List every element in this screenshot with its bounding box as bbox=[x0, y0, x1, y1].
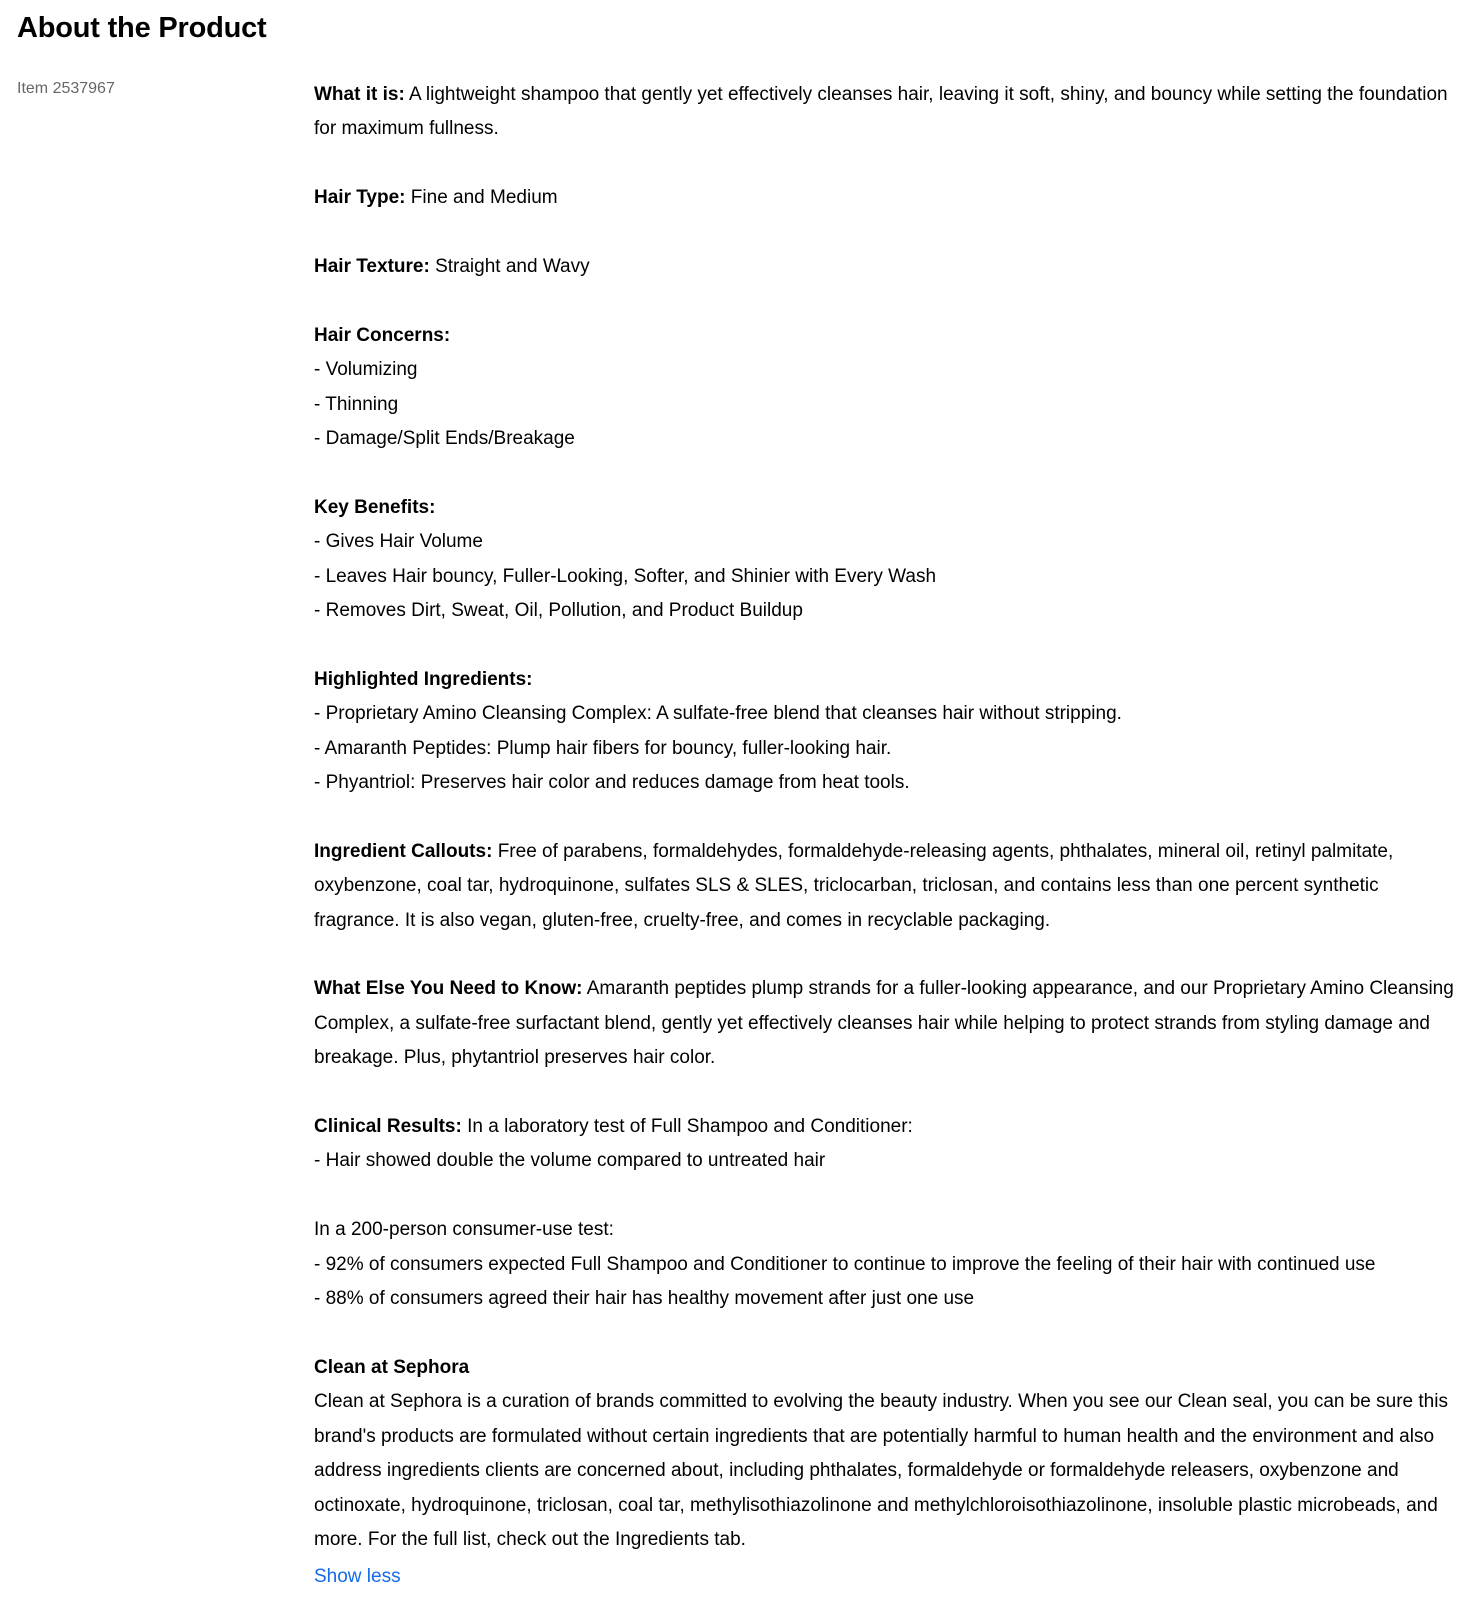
key-benefits-section bbox=[314, 491, 1459, 629]
what-else-label: What Else You Need to Know: bbox=[314, 978, 583, 1000]
list-item: - 88% of consumers agreed their hair has healthy movement after just one use bbox=[314, 1288, 975, 1310]
list-item: - Thinning bbox=[314, 393, 399, 415]
list-item: - Volumizing bbox=[314, 359, 418, 381]
what-else-text: Amaranth peptides plump strands for a fuller-looking appearance, and our Proprietary Amino Cleansing Complex, a sulfate-free surfactant blend, gently yet effectively cleanses hair while helping to protect strands from styling damage and breakage. Plus, phytantriol preserves hair color. bbox=[314, 978, 1454, 1069]
hair-type-label: Hair Type: bbox=[314, 187, 406, 209]
show-less-link[interactable]: Show less bbox=[314, 1566, 401, 1588]
clean-at-sephora-text: Clean at Sephora is a curation of brands committed to evolving the beauty industry. When you see our Clean seal, you can be sure this brand's products are formulated without certain ingredients that are potentially harmful to human health and the environment and also address ingredients clients are concerned about, including phthalates, formaldehyde or formaldehyde releasers, oxybenzone and octinoxate, hydroquinone, triclosan, coal tar, methylisothiazolinone and methylchloroisothiazolinone, insoluble plastic microbeads, and more. For the full list, check out the Ingredients tab. bbox=[314, 1391, 1448, 1550]
hair-texture-section bbox=[314, 250, 1459, 284]
ingredient-callouts-text: Free of parabens, formaldehydes, formaldehyde-releasing agents, phthalates, mineral oil, retinyl palmitate, oxybenzone, coal tar, hydroquinone, sulfates SLS & SLES, triclocarban, triclosan, and contains less than one percent synthetic fragrance. It is also vegan, gluten-free, cruelty-free, and comes in recyclable packaging. bbox=[314, 840, 1394, 931]
clinical-results-label: Clinical Results: bbox=[314, 1116, 462, 1138]
list-item: - Amaranth Peptides: Plump hair fibers for bouncy, fuller-looking hair. bbox=[314, 737, 892, 759]
item-number: Item 2537967 bbox=[17, 80, 115, 97]
clinical-results-text: In a laboratory test of Full Shampoo and Conditioner: bbox=[467, 1116, 913, 1138]
list-item: - Damage/Split Ends/Breakage bbox=[314, 428, 575, 450]
list-item: - Gives Hair Volume bbox=[314, 531, 483, 553]
clean-at-sephora-label: Clean at Sephora bbox=[314, 1356, 470, 1378]
list-item: - Phyantriol: Preserves hair color and reduces damage from heat tools. bbox=[314, 772, 910, 794]
list-item: - Hair showed double the volume compared to untreated hair bbox=[314, 1150, 826, 1172]
hair-texture-label: Hair Texture: bbox=[314, 256, 430, 277]
hair-concerns-section bbox=[314, 319, 1459, 457]
ingredient-callouts-label: Ingredient Callouts: bbox=[314, 840, 493, 862]
list-item: - 92% of consumers expected Full Shampoo and Conditioner to continue to improve the feeling of their hair with continued use bbox=[314, 1253, 1376, 1275]
product-description bbox=[314, 78, 1459, 1595]
what-it-is-text: A lightweight shampoo that gently yet effectively cleanses hair, leaving it soft, shiny, and bouncy while setting the foundation for maximum fullness. bbox=[314, 84, 1448, 140]
list-item: - Proprietary Amino Cleansing Complex: A sulfate-free blend that cleanses hair without stripping. bbox=[314, 703, 1122, 725]
clean-at-sephora-section bbox=[314, 1351, 1459, 1557]
ingredient-callouts-section bbox=[314, 835, 1459, 938]
consumer-test-intro: In a 200-person consumer-use test: bbox=[314, 1219, 614, 1241]
key-benefits-label: Key Benefits: bbox=[314, 496, 436, 518]
page-title: About the Product bbox=[17, 12, 267, 44]
list-item: - Leaves Hair bouncy, Fuller-Looking, Softer, and Shinier with Every Wash bbox=[314, 565, 937, 587]
what-else-section bbox=[314, 972, 1459, 1075]
what-it-is-label: What it is: bbox=[314, 84, 405, 105]
clinical-results-section bbox=[314, 1110, 1459, 1179]
hair-texture-text: Straight and Wavy bbox=[435, 256, 590, 277]
what-it-is-section bbox=[314, 78, 1459, 147]
list-item: - Removes Dirt, Sweat, Oil, Pollution, and Product Buildup bbox=[314, 600, 803, 622]
highlighted-ingredients-label: Highlighted Ingredients: bbox=[314, 668, 533, 690]
hair-type-text: Fine and Medium bbox=[410, 187, 558, 209]
hair-concerns-label: Hair Concerns: bbox=[314, 324, 451, 346]
hair-type-section bbox=[314, 181, 1459, 215]
consumer-test-section bbox=[314, 1213, 1459, 1316]
highlighted-ingredients-section bbox=[314, 663, 1459, 801]
